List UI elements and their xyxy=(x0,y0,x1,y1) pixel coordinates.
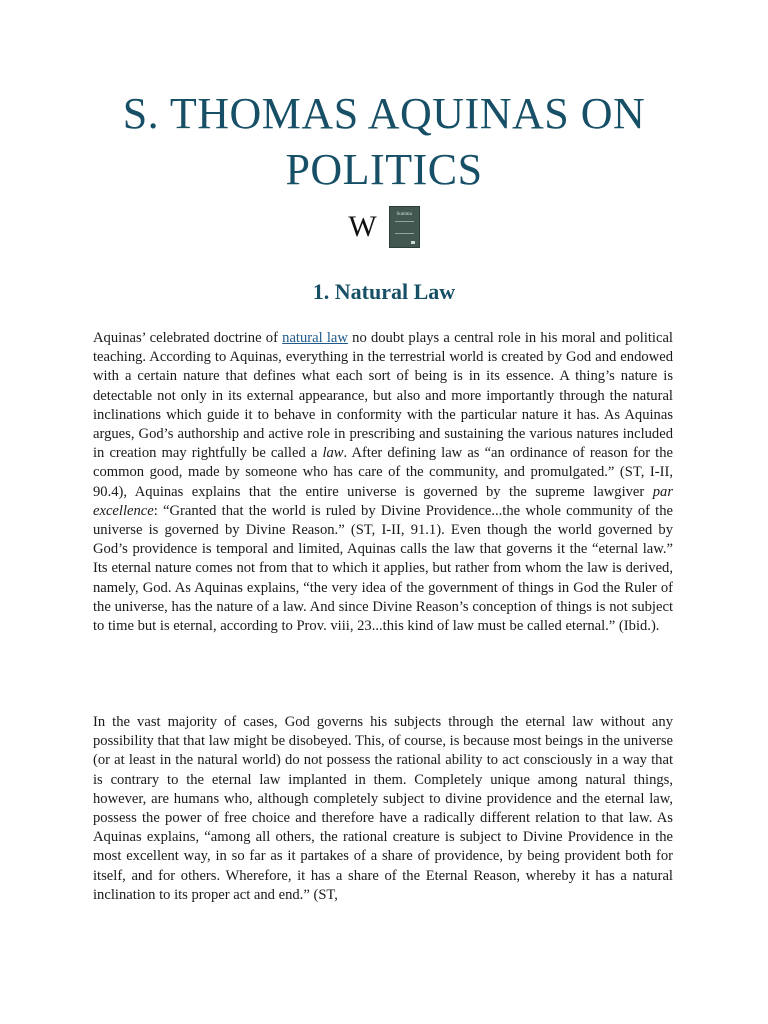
book-publisher-mark-icon xyxy=(411,241,415,244)
paragraph-text: no doubt plays a central role in his moral and political teaching. According to Aquinas, everything in the terrestrial world is created by God and endowed with a certain nature that defines what each sort of being is in its essence. A thing’s nature is detectable not only in its external appearance, but also and more importantly through the natural inclinations which guide it to behave in conformity with the particular nature it has. As Aquinas argues, God’s authorship and active role in prescribing and sustaining the various natures included in creation may rightfully be called a xyxy=(93,330,673,462)
paragraph-natural-law-1 xyxy=(93,329,673,636)
title-line-1: S. THOMAS AQUINAS ON xyxy=(122,89,646,138)
book-cover-icon[interactable] xyxy=(389,206,420,248)
paragraph-text: : “Granted that the world is ruled by Divine Providence...the whole community of the universe is governed by Divine Reason.” (ST, I-II, 91.1). Even though the world governed by God’s providence is temporal and limited, Aquinas calls the law that governs it the “eternal law.” Its eternal nature comes not from that to which it applies, but rather from whom the law is derived, namely, God. As Aquinas explains, “the very idea of the government of things in God the Ruler of the universe, has the nature of a law. And since Divine Reason’s conception of things is not subject to time but is eternal, according to Prov. viii, 23...this kind of law must be called eternal.” (Ibid.). xyxy=(93,502,673,635)
wikipedia-logo-icon[interactable]: W xyxy=(348,210,377,243)
title-line-2: POLITICS xyxy=(285,145,483,194)
paragraph-text: Aquinas’ celebrated doctrine of xyxy=(93,330,283,346)
section-heading: 1. Natural Law xyxy=(312,279,456,304)
book-cover-rule xyxy=(395,233,414,234)
document-title xyxy=(0,86,768,198)
paragraph-text: . After defining law as “an ordinance of reason for the common good, made by someone who has care of the community, and promulgated.” (ST, I-II, 90.4), Aquinas explains that the entire universe is governed by the supreme lawgiver xyxy=(93,445,673,500)
natural-law-link[interactable]: natural law xyxy=(282,330,348,346)
logo-row xyxy=(0,206,768,248)
emphasis-text: law xyxy=(322,445,344,462)
emphasis-text: par excellence xyxy=(93,483,673,519)
paragraph-natural-law-2: In the vast majority of cases, God governs his subjects through the eternal law without any possibility that that law might be disobeyed. This, of course, is because most beings in the universe (or at least in the natural world) do not possess the rational ability to act consciously in a way that is contrary to the eternal law implanted in them. Completely unique among natural things, however, are humans who, although completely subject to divine providence and the eternal law, possess the power of free choice and therefore have a radically different relation to that law. As Aquinas explains, “among all others, the rational creature is subject to Divine Providence in the most excellent way, in so far as it partakes of a share of providence, by being provident both for itself, and for others. Wherefore, it has a share of the Eternal Reason, whereby it has a natural inclination to its proper act and end.” (ST, xyxy=(93,714,673,903)
book-cover-text: Summa xyxy=(396,212,412,217)
book-cover-rule xyxy=(395,221,414,222)
